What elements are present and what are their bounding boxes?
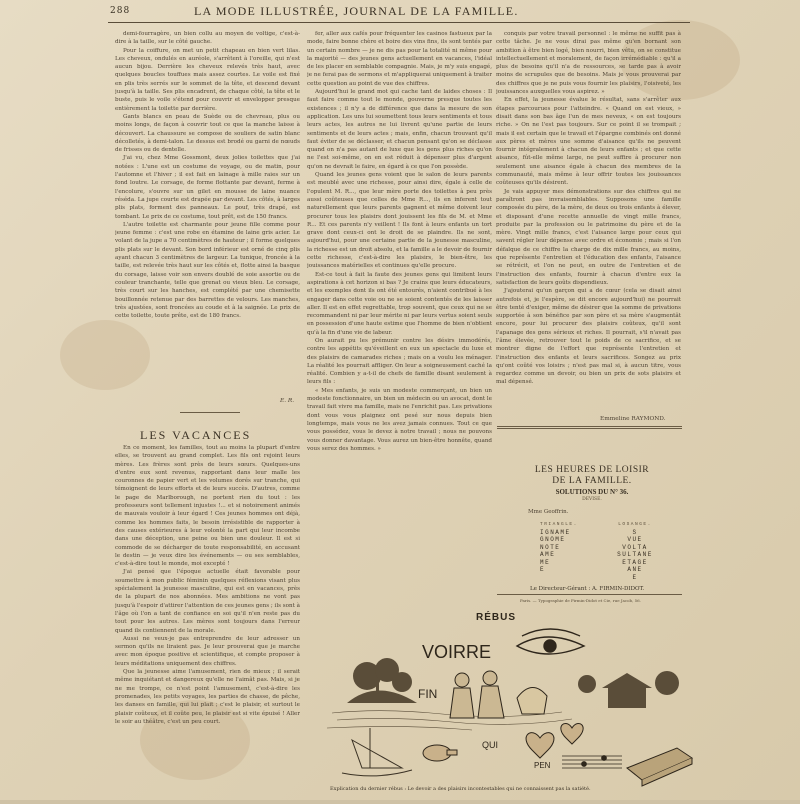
section-rule — [180, 412, 240, 413]
sailboat-icon — [342, 728, 412, 776]
grid-cell: GNOME — [540, 536, 566, 543]
grid-col-head: LOSANGE. — [618, 522, 652, 527]
page-number: 288 — [110, 6, 131, 16]
paragraph: Aussi ne veux-je pas entreprendre de leur adresser un sermon qu'ils ne liraient pas. Je leur prouverai que je marche avec mon époque positive et scientifique, et compte proposer à leurs méditations uniquement des chiffres. — [115, 635, 300, 667]
rebus-illustration — [322, 618, 702, 788]
section-rule — [497, 426, 682, 427]
vacances-heading: LES VACANCES — [140, 428, 252, 442]
rebus-word-voirre: VOIRRE — [422, 642, 492, 662]
grid-row — [540, 559, 670, 567]
paragraph: J'ajouterai qu'un garçon qui a de cœur (cela se disait ainsi autrefois et, je l'espère, se dit encore aujourd'hui) ne pourrait être tenté d'exiger, même de désirer que la somme de privations supportée à son bénéfice par son père et sa mère s'augmentât encore, pour lui procurer des plaisirs coûteux, qu'il sont l'apanage des gens sérieux et riches. Il pourrait, s'il n'avait pas l'âme élevée, retrouver tout le poids de ce sacrifice, et se montrer digne de l'effort que représente l'entretien et l'instruction des enfants et leurs sacrifices. Songez au prix qu'ont coûté vos loisirs ; n'est pas mal si, à aucun titre, vous regardez comme un devoir, ou bien un prix de sots plaisirs et mal dépensé. — [496, 288, 681, 386]
grid-row — [540, 544, 670, 552]
paragraph: « Mes enfants, je suis un modeste commerçant, un bien un modeste fonctionnaire, un bien un médecin ou un avocat, dont le travail fait vivre ma famille, mais ne l'enrichit pas. Les privations dont vous vous plaignez ont pesé sur nous depuis bien longtemps, mais vous ne les avez jamais connues. Tout ce que vous possédez, vous le devez à notre travail ; nous ne pouvons vous donner davantage. Vous aurez un bien-être honnête, quand vous serez des hommes. » — [307, 387, 492, 452]
grid-header-row — [540, 521, 670, 529]
grid-cell: ETAGE — [622, 558, 648, 566]
paragraph: Est-ce tout à fait la faute des jeunes gens qui limitent leurs aspirations à cet horizon si bas ? Je crains que leurs éducateurs, et les exemples dont ils ont été entourés, n'aient contribué à les engager dans cette voie ou ne se soient contentés de les laisser aller. Il est en effet regrettable, trop souvent, que ceux qui ne se recommandent ni par leur mérite ni par leurs vertus soient seuls en possession d'une haute estime que l'homme de bien n'obtient qu'à la fin d'une vie de labeur. — [307, 271, 492, 336]
hearts-icon — [526, 723, 583, 758]
paragraph: J'ai pensé que l'époque actuelle était favorable pour soumettre à mon public féminin quelques réflexions visant plus spécialement la jeunesse masculine, qui est en vacances, près de la plupart de nos abonnées. Mes ambitions ne vont pas jusqu'à l'espoir d'attirer l'attention de ces jeunes gens ; ils sont à l'âge où l'on a tant de confiance en soi qu'il n'en reste pas du tout pour les autres. Les mères sont toujours dans l'erreur quand ils contiennent de la morale. — [115, 569, 300, 634]
grid-cell: ME — [540, 558, 551, 566]
solver-name: Mme Geoffrin. — [528, 509, 569, 515]
page-header — [110, 2, 710, 24]
grid-row — [540, 566, 670, 574]
grid-cell: IGNAME — [540, 528, 571, 536]
grid-row — [540, 529, 670, 537]
grid-cell: ANE — [627, 566, 643, 573]
book-icon — [627, 748, 692, 786]
director-line: Le Directeur-Gérant : A. FIRMIN-DIDOT. — [530, 586, 645, 592]
rebus-caption: Explication du dernier rébus : Le devoir a des plaisirs incontestables qui ne connaissent pas la satiété. — [330, 786, 591, 792]
journal-title: LA MODE ILLUSTRÉE, JOURNAL DE LA FAMILLE. — [194, 4, 519, 18]
grid-cell: AME — [540, 551, 556, 558]
vacances-text — [115, 444, 300, 804]
column-3-text — [496, 30, 681, 390]
hand-icon — [517, 687, 547, 714]
loisir-heading-line2: DE LA FAMILLE. — [552, 476, 632, 486]
grid-cell: VOLTA — [622, 543, 648, 551]
music-staff-icon — [562, 756, 622, 769]
paragraph: Gants blancs en peau de Suède ou de chevreau, plus ou moins longs, de façon à couvrir tout ce que la manche laisse à découvert. La chaussure se compose de souliers de satin blanc décolletés, à demi-talon. Le dessus est brodé ou garni de nœuds de frisses ou de dentelle. — [115, 113, 300, 154]
eye-icon — [517, 629, 584, 654]
paragraph: Pour la coiffure, on met un petit chapeau en bien vert lilas. Les cheveux, ondulés en auréole, s'arrêtent à l'oreille, qui n'est aucun bijou. Derrière les cheveux relevés très haut, avec quelques boucles touffues mais assez courtes. Le voile est fixé en plis très serrés sur le sommet de la tête, et descend devant jusqu'à la taille. Ses plis encadrent, de chaque côté, la tête et le buste, puis le voile s'étend pour couvrir et envelopper presque entièrement la toilette par derrière. — [115, 47, 300, 112]
section-rule — [497, 594, 682, 595]
grid-cell: VUE — [627, 536, 643, 543]
island-icon — [347, 658, 417, 703]
paragraph: On aurait pu les prémunir contre les désirs immodérés, contre les appétits qu'éveillent en eux un spectacle du luxe et des plaisirs de camarades riches ; mais on a voulu les ménager. La réalité les pourrait affliger. On leur a soigneusement caché la réalité. Combien y a-t-il de chefs de famille disant seulement à leurs fils : — [307, 337, 492, 386]
paragraph: Quand les jeunes gens voient que le salon de leurs parents est meublé avec une richesse, pour ainsi dire, égale à celle de l'opulent M. R..., que leur mère porte des toilettes à peu près aussi coûteuses que celles de Mme R..., ils en inferent tout naturellement que leurs parents gagnent et même doivent leur procurer tous les plaisirs dont jouissent les fils de M. et Mme R... Et ces parents n'y veillent ! Ils font à leurs enfants un tort grave dont ceux-ci ont le droit de se plaindre. Ils ne sont, aujourd'hui, pour une certaine partie de la jeunesse masculine, la richesse est un droit absolu, et la famille a le devoir de fournir cette richesse, c'est-à-dire les plaisirs, le bien-être, les jouissances matérielles et continues qu'elle procure. — [307, 172, 492, 270]
paragraph: En effet, la jeunesse évalue le résultat, sans s'arrêter aux étapes parcourues pour l'atteindre. « Quand on est vieux, » disait dans son bas âge l'un de mes neveux, « on est toujours riche. » On ne l'est pas toujours. Sur ce point il se trompait ; mais il est certain que le travail et l'épargne combinés ont donné aux pères et mères une somme d'aisance qu'ils ne peuvent fournir intégralement à chacun de leurs enfants ; et que cette aisance, fût-elle même large, ne peut suffire à procurer non seulement une aisance égale à chacun des membres de la communauté, mais même à leur offrir toutes les jouissances coûteuses qu'ils désirent. — [496, 97, 681, 187]
flask-icon — [423, 745, 457, 761]
printer-imprint: Paris. — Typographie de Firmin-Didot et Cie, rue Jacob, 56. — [520, 598, 641, 603]
column-1-text — [115, 30, 300, 390]
rebus-title: RÉBUS — [476, 612, 517, 623]
grid-row — [540, 551, 670, 559]
grid-col-head: TRIANGLE. — [540, 522, 578, 527]
paragraph: Que la jeunesse aime l'amusement, rien de mieux ; il serait même inquiétant et dangereux qu'elle ne l'aimât pas. Mais, si je ne me trompe, ce n'est point l'amusement, c'est-à-dire les promenades, les petits voyages, les parties de chasse, de pêche, les danses en famille, qui lui plait ; c'est le plaisir, et surtout le plaisir coûteux, et il coûte peu, le plaisir est si vite épuisé ! Aller le soir au théâtre, c'est un peu court. — [115, 669, 300, 725]
grid-cell: S — [632, 528, 638, 536]
paragraph: En ce moment, les familles, tout au moins la plupart d'entre elles, se trouvent au grand complet. Les fils ont rejoint leurs mères. Les frères sont près de leurs sœurs. Quelques-uns d'entre eux sont revenus, rapportant dans leur malle les couronnes de papier vert et les volumes dorés sur tranche, qui témoignent de leurs efforts et de leurs succès. D'autres, comme le page de Marlborough, ne portent rien du tout : les professeurs sont tellement injustes !... et si notoirement animés de mauvais vouloir à leur égard ! Ces jeunes hommes ont déjà, comme les hommes faits, le besoin irrésistible de rapporter à des causes extérieures à leur volonté la part qui leur incombe dans une déception, une peine ou bien une douleur. Il est si commode de se décharger de toute responsabilité, en accusant le destin — je veux dire les événements — ou ses semblables, c'est-à-dire tout le monde, moi excepté ! — [115, 445, 300, 568]
grid-cell: E — [632, 573, 638, 581]
section-rule — [497, 428, 682, 429]
paragraph: L'autre toilette est charmante pour jeune fille comme pour jeune femme : c'est une robe en étamine de laine gris acier. Le volant de la jupe a 70 centimètres de hauteur ; il forme quelques plis plats sur le devant. Son bord inférieur est orné de cinq plis ayant chacun 3 centimètres de largeur. La tunique, froncée à la taille, est relevée très haut sur les côtés et, flotte ainsi la basque du corsage, laisse voir son envers doublé de soie assortie ou de couleur tranchante, telle que grenat ou vieux bleu. Le corsage, très court sur les hanches, est complété par une chemisette bouillonnée retenue par des barrettes de velours. Les manches, très ajustées, sont froncées au coude et à la saignée. Le prix de cette toilette, toute prête, est de 180 francs. — [115, 221, 300, 320]
grid-cell: NOTE — [540, 543, 561, 551]
article-signature: Emmeline RAYMOND. — [600, 416, 666, 422]
column-2-text — [307, 30, 492, 660]
grid-cell: SULTANE — [617, 551, 653, 558]
paragraph: Je vais appuyer mes démonstrations sur des chiffres qui ne paraîtront pas invraisemblables. Supposons une famille composée du père, de la mère, de deux ou trois enfants à élever, et disposant d'une recette annuelle de vingt mille francs, produite par la profession ou le patrimoine du père et de la mère. Vingt mille francs, c'est l'aisance large pour ceux qui savent régler leur dépense avec ordre et économie ; mais si l'on défalque de ce chiffre la charge de dix mille francs, au moins, que représente l'entretien et l'éducation des enfants, l'aisance se rétrécit, et l'on ne peut, en outre de l'entretien et de l'instruction des enfants, fournir à chacun d'entre eux la satisfaction de leurs goûts dispendieux. — [496, 188, 681, 286]
grid-row — [540, 574, 670, 582]
loisir-heading-line1: LES HEURES DE LOISIR — [534, 465, 650, 475]
paragraph: Aujourd'hui le grand mot qui cache tant de laides choses : Il faut faire comme tout le monde, gouverne presque toutes les existences ; il n'y a de différence que dans la mesure de son application. Les uns lui soumettent tous leurs sentiments et tous leurs actes, les autres ne lui livrent qu'une partie de leurs sentiments et de leurs actes ; mais, enfin, chacun trouvant qu'il faut éviter de se déclasser, et chacun pensant qu'on se déclasse quand on n'a pas autant de luxe que les gens plus riches qu'on ne l'est soi-même, on en est réduit à dépenser plus d'argent qu'on ne devrait le faire, en égard à ce que l'on possède. — [307, 89, 492, 170]
solutions-heading: SOLUTIONS DU N° 36. — [555, 488, 629, 496]
paragraph: J'ai vu, chez Mme Gossmont, deux jolies toilettes que j'ai notées : L'une est un costume de voyage, ou de matin, pour l'automne et l'hiver ; il est fait en lainage à mille raies sur un fond loutre. Le corsage, de forme flottante par devant, ferme à l'encolure, s'ouvre sur un gilet en mousse de laine nuance réséda. La jupe courte est drapée par devant. Les côtés, à larges plis plats, forment des panneaux. Le pouf, très drapé, est tombant. Le prix de ce costume, tout prêt, est de 150 francs. — [115, 155, 300, 220]
header-rule — [108, 22, 690, 23]
fashion-signature: E. R. — [280, 398, 295, 404]
solutions-grid — [540, 521, 670, 581]
solutions-subheading: DEVISE. — [582, 497, 602, 502]
cottage-icon — [578, 671, 679, 708]
rebus-word-pen: PEN — [534, 761, 551, 770]
grid-cell: E — [540, 566, 546, 573]
grid-cell — [540, 574, 600, 582]
paragraph: fer, aller aux cafés pour fréquenter les casinos fastueux par la mode, faire bonne chère et boire des vins fins, ils sont tentés par un certain nombre — je ne dis pas pour la totalité ni même pour la majorité — des jeunes gens actuellement en vacances, l'idéal de les placer en semblable compagnie. Mais, je m'y suis engagé, je ne ferai pas de sermons et m'appliquerai uniquement à traiter cette question au point de vue des chiffres. — [307, 31, 492, 87]
rebus-word-qui: QUI — [482, 740, 499, 750]
loisir-heading — [512, 465, 672, 487]
paragraph: demi-fourragère, un bien collu au moyen de voltige, c'est-à-dire à la taille, sur le côté gauche. — [115, 31, 300, 46]
figures-icon — [450, 671, 504, 718]
rebus-word-fin: FIN — [418, 687, 438, 701]
grid-row — [540, 536, 670, 544]
paragraph: conquis par votre travail personnel : le même ne suffit pas à cette tâche. Je ne vous dirai pas même qu'en bornant son ambition à être bien logé, bien nourri, bien vêtu, on se constitue intellectuellement et moralement, de façon irrémédiable : qu'il a plus de besoins qu'il n'a de ressources, se tarde pas à avoir moins de scrupules que de besoins. Mais je vous prouverai par des chiffres que je ne puis vous fournir les plaisirs, l'oisiveté, les jouissances auxquelles vous aspirez. » — [496, 31, 681, 96]
